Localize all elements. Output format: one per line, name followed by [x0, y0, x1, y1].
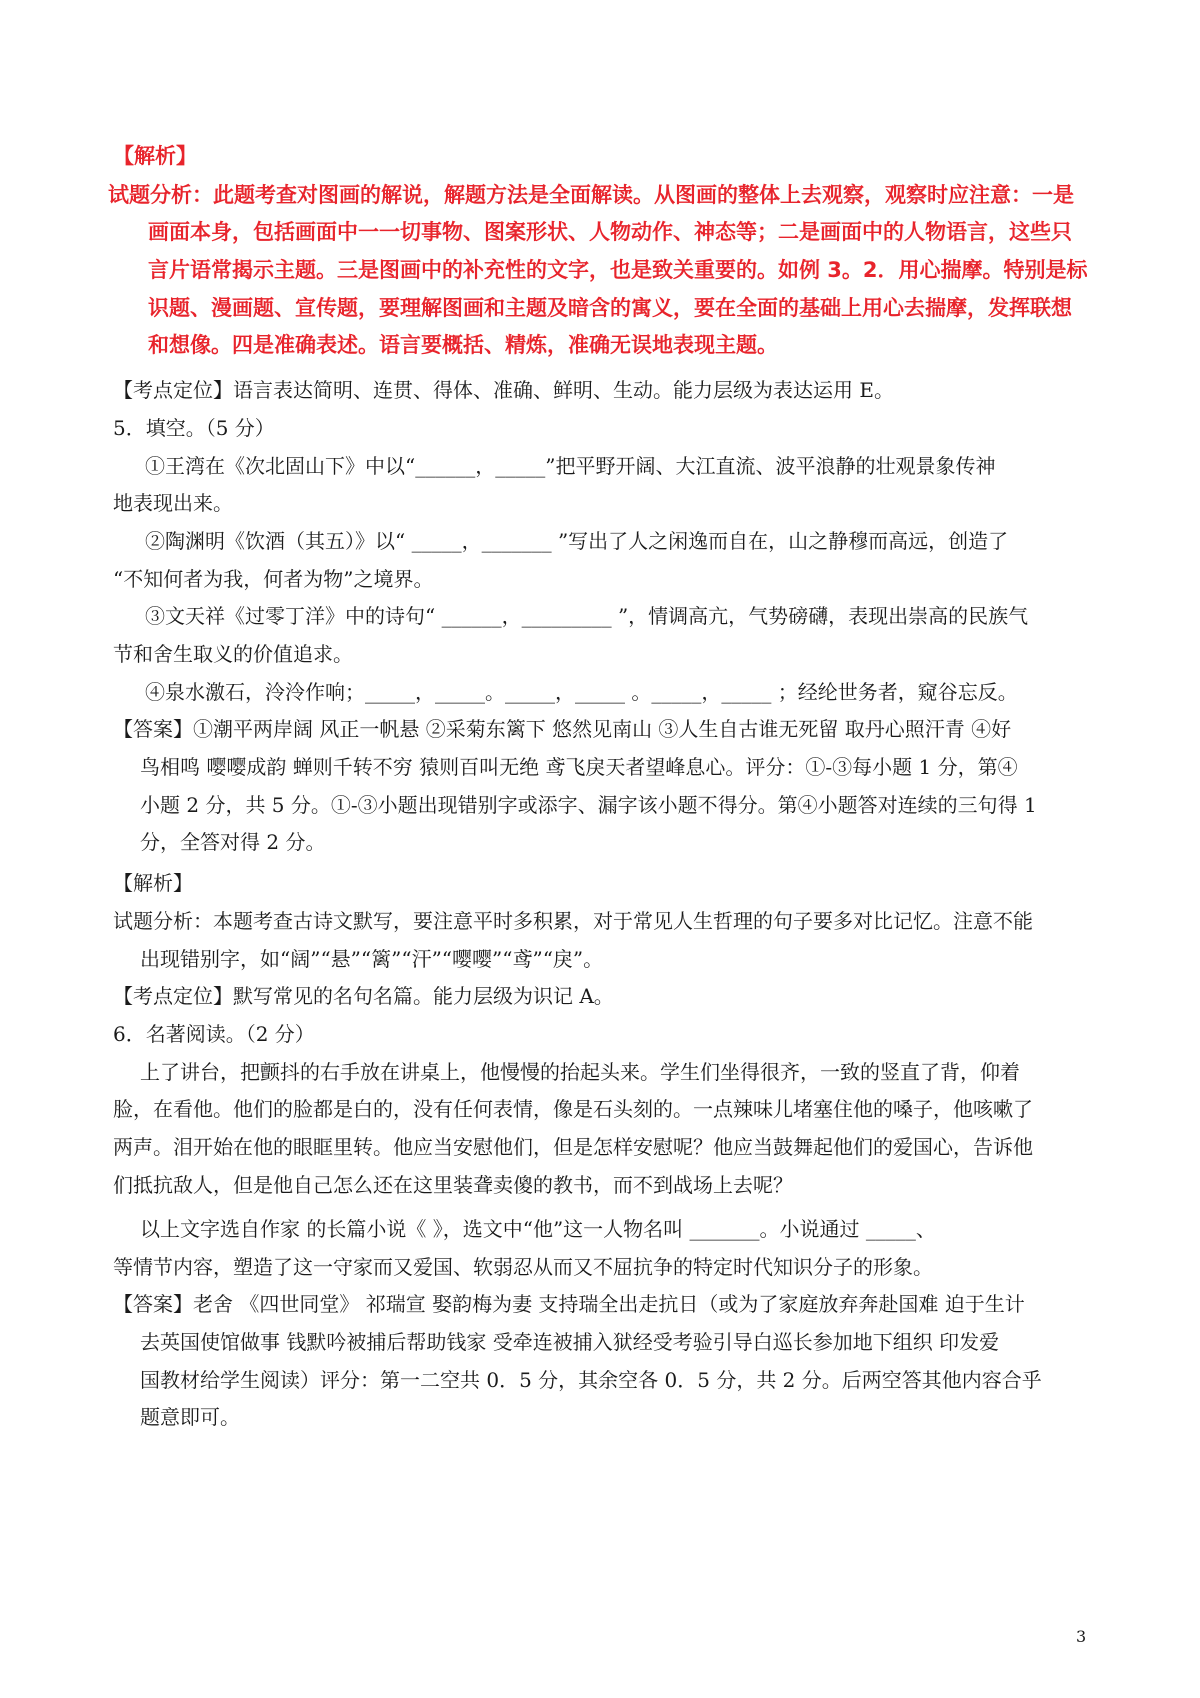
answer-line: 国教材给学生阅读）评分：第一二空共 0．5 分，其余空各 0．5 分，共 2 分。后两空答其他内容合乎: [140, 1368, 1042, 1392]
analysis-line: 出现错别字，如“阔”“悬”“篱”“汗”“嘤嘤”“鸢”“戾”。: [140, 947, 604, 971]
answer-line: 题意即可。: [140, 1405, 240, 1429]
analysis-line: 试题分析：此题考查对图画的解说，解题方法是全面解读。从图画的整体上去观察，观察时应注意：一是: [108, 183, 1074, 207]
question-line: ④泉水激石，泠泠作响；_____，_____。_____，_____ 。_____，_____ ；经纶世务者，窥谷忘反。: [145, 680, 1018, 704]
question-title: 5．填空。（5 分）: [113, 416, 275, 440]
knowledge-point: 【考点定位】语言表达简明、连贯、得体、准确、鲜明、生动。能力层级为表达运用 E。: [113, 378, 894, 402]
answer-line: 去英国使馆做事 钱默吟被捕后帮助钱家 受牵连被捕入狱经受考验引导白巡长参加地下组织 印发爱: [140, 1330, 1000, 1354]
analysis-line: 言片语常揭示主题。三是图画中的补充性的文字，也是致关重要的。如例 3。2．用心揣摩。特别是标: [148, 258, 1088, 282]
analysis-line: 试题分析：本题考查古诗文默写，要注意平时多积累，对于常见人生哲理的句子要多对比记忆。注意不能: [113, 909, 1033, 933]
question-line: ②陶渊明《饮酒（其五）》以“ _____，_______ ”写出了人之闲逸而自在，山之静穆而高远，创造了: [145, 529, 1009, 553]
analysis-heading: 【解析】: [113, 871, 193, 895]
passage-line: 上了讲台，把颤抖的右手放在讲桌上，他慢慢的抬起头来。学生们坐得很齐，一致的竖直了背，仰着: [140, 1060, 1020, 1084]
knowledge-point: 【考点定位】默写常见的名句名篇。能力层级为识记 A。: [113, 984, 614, 1008]
question-line: 地表现出来。: [113, 491, 233, 515]
passage-line: 两声。泪开始在他的眼眶里转。他应当安慰他们，但是怎样安慰呢？他应当鼓舞起他们的爱国心，告诉他: [113, 1135, 1033, 1159]
passage-line: 们抵抗敌人，但是他自己怎么还在这里装聋卖傻的教书，而不到战场上去呢？: [113, 1173, 793, 1197]
analysis-heading: 【解析】: [113, 144, 197, 168]
page-number: 3: [1076, 1627, 1087, 1646]
question-title: 6．名著阅读。（2 分）: [113, 1022, 315, 1046]
analysis-line: 画面本身，包括画面中一一切事物、图案形状、人物动作、神态等；二是画面中的人物语言，这些只: [148, 220, 1072, 244]
question-line: 以上文字选自作家 的长篇小说《 》，选文中“他”这一人物名叫 _______。小说通过 _____、: [140, 1217, 936, 1241]
question-line: “不知何者为我，何者为物”之境界。: [113, 567, 434, 591]
analysis-line: 和想像。四是准确表述。语言要概括、精炼，准确无误地表现主题。: [148, 333, 778, 357]
question-line: ①王湾在《次北固山下》中以“______，_____”把平野开阔、大江直流、波平浪静的壮观景象传神: [145, 454, 996, 478]
answer-line: 【答案】老舍 《四世同堂》 祁瑞宣 娶韵梅为妻 支持瑞全出走抗日（或为了家庭放弃奔赴国难 迫于生计: [113, 1292, 1025, 1316]
question-line: 节和舍生取义的价值追求。: [113, 642, 353, 666]
question-line: ③文天祥《过零丁洋》中的诗句“ ______，_________ ”，情调高亢，气势磅礴，表现出崇高的民族气: [145, 604, 1029, 628]
analysis-line: 识题、漫画题、宣传题，要理解图画和主题及暗含的寓义，要在全面的基础上用心去揣摩，发挥联想: [148, 296, 1072, 320]
answer-line: 鸟相鸣 嘤嘤成韵 蝉则千转不穷 猿则百叫无绝 鸢飞戾天者望峰息心。评分：①-③每小题 1 分，第④: [140, 755, 1018, 779]
answer-line: 分，全答对得 2 分。: [140, 830, 326, 854]
answer-line: 【答案】①潮平两岸阔 风正一帆悬 ②采菊东篱下 悠然见南山 ③人生自古谁无死留 取丹心照汗青 ④好: [113, 717, 1012, 741]
question-line: 等情节内容，塑造了这一守家而又爱国、软弱忍从而又不屈抗争的特定时代知识分子的形象。: [113, 1255, 933, 1279]
passage-line: 脸，在看他。他们的脸都是白的，没有任何表情，像是石头刻的。一点辣味儿堵塞住他的嗓子，他咳嗽了: [113, 1097, 1033, 1121]
answer-line: 小题 2 分，共 5 分。①-③小题出现错别字或添字、漏字该小题不得分。第④小题答对连续的三句得 1: [140, 793, 1037, 817]
